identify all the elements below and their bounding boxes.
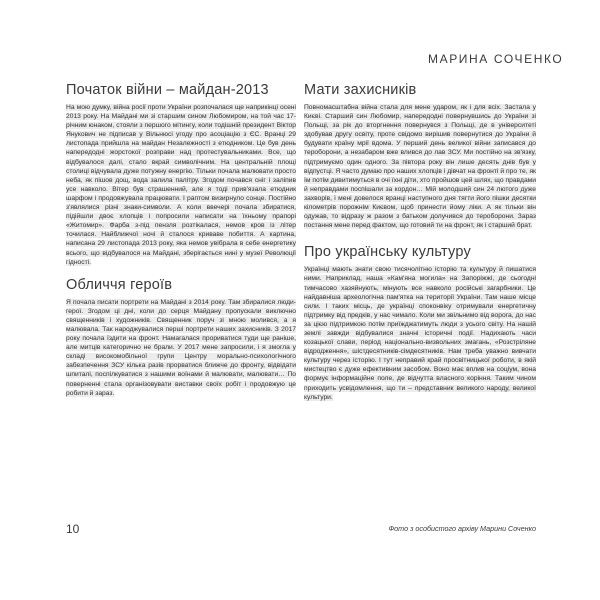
photo-caption: Фото з особистого архіву Марини Соченко bbox=[388, 524, 536, 533]
section-title-war-start: Початок війни – майдан-2013 bbox=[66, 82, 269, 98]
section-title-heroes: Обличчя героїв bbox=[66, 276, 173, 293]
left-column bbox=[66, 82, 296, 398]
section-title-culture: Про українську культуру bbox=[304, 244, 471, 261]
section-title-mother: Мати захисників bbox=[304, 82, 417, 98]
page-number: 10 bbox=[66, 522, 80, 536]
section-text-mother: Повномасштабна війна стала для мене ударом, як і для всіх. Застала у Києві. Старший син Любомир, напередодні повернувшись до України зі Польщі, за рік до вторгнення повернувся з Польщі, де в університеті здобував другу освіту, проте свідомо вирішив повернутися до України й будувати країну мрії вдома. У перший день великої війни записався до тероборони, а незабаром вже влився до лав ЗСУ. Ми постійно на зв'язку, підтримуємо один одного. За півтора року він лише десять днів був у відпустці. Я часто думаю про наших хлопців і дівчат на фронті й про те, як їм потім дивитимуться в очі їхні діти, хто пройшов цей шлях, що правдами й неправдами поспішали за кордон… Мій молодший син 24 лютого дуже захворів, і мені довелося вранці наступного дня тягти його пішки десятки кілометрів порожнім Києвом, щоб принести йому ліки. А як тільки він одужав, то відразу ж разом з батьком долучився до тероборони. Зараз постання мене перед фактом, що готовий ти на фронт, як і старший брат. bbox=[304, 104, 536, 230]
right-column bbox=[304, 82, 536, 402]
running-header-author: МАРИНА СОЧЕНКО bbox=[428, 52, 564, 66]
section-text-war-start: На мою думку, війна росії проти України розпочалася ще наприкінці осені 2013 року. На Майдані ми зі старшим сином Любомиром, на той час 17-річним юнаком, стояли з першого мітингу, коли тодішній президент Віктор Янукович не підписав у Вільнюсі угоду про асоціацію з ЄС. Вранці 29 листопада прийшла на майдан Незалежності з етюдником. Це був день напередодні жорстокої розправи над протестувальниками. Все, що відбувалося далі, стало вкрай символічним. На центральній площі столиці відчувала дуже потужну енергію. Тільки почала малювати просто неба, як пішов дощ, вода залила палітру. Згодом почався сніг і заліпив усе навколо. Вітер був страшенний, але я тоді прив'язала етюдник шарфом і продовжувала працювати. І раптом визирнуло сонце. Постійно з'являлися різні знаки-символи. А коли ввечері почала збиратися, підійшли двоє хлопців і попросили написати на їхньому прапорі «Житомир». Фарба з-під пензля розтікалася, немов кров із літер точилася. Найближчої ночі й сталося криваве побиття. А картина, написана 29 листопада 2013 року, яка немов увібрала в себе енергетику всього, що відбувалося на Майдані, зберігається нині у музеї Революції гідності. bbox=[66, 104, 296, 266]
section-text-heroes: Я почала писати портрети на Майдані з 2014 року. Там збиралися люди-герої. Згодом ці дні, коли до серця Майдану пропускали виключно священників і художників. Священник поруч зі мною молився, а я малювала. Так народжувалися перші портрети наших захисників. З 2017 року почала їздити на фронт. Намагалася прориватися туди ще раніше, але митців категорично не брали. У 2017 мене запросили, і я змогла у складі високомобільної групи Центру морально-психологічного забезпечення ЗСУ кілька разів прорватися ближче до фронту, відвідати шпиталі, поспілкуватися з нашими воїнами й малювати, малювати… По поверненні стала організовувати виставки своїх робіт і продовжую це робити й зараз. bbox=[66, 298, 296, 397]
section-text-culture: Українці мають знати свою тисячолітню історію та культуру й пишатися ними. Наприклад, наша «Кам'яна могила» на Запоріжжі, де сьогодні тимчасово хазяйнують, мінують все навколо російські загарбники. Це найдавніша археологічна пам'ятка на території України. Там наше місце сили. І таких місць, де українці споконвіку отримували енергетичну підтримку від предків, у нас чимало. Коли ми звільнимо від ворога, до нас за цією підтримкою потім приїжджатимуть люди з усього світу. На нашій землі завжди відбувалися значні історичні події. Надихають часи козацької слави, період національно-визвольних змагань, «Розстріляне відродження», шістдесятників-сімдесятників. Нам треба уважно вивчати культуру через історію. І тут неправий край просвітницької роботи, в якій мистецтво є дуже ефективним засобом. Воно має вплив на соціум, вона формує інформаційне поле, де відчутта власного коріння. Таким чином приходить усвідомлення, що ти – представник великого народу, великої культури. bbox=[304, 266, 536, 401]
